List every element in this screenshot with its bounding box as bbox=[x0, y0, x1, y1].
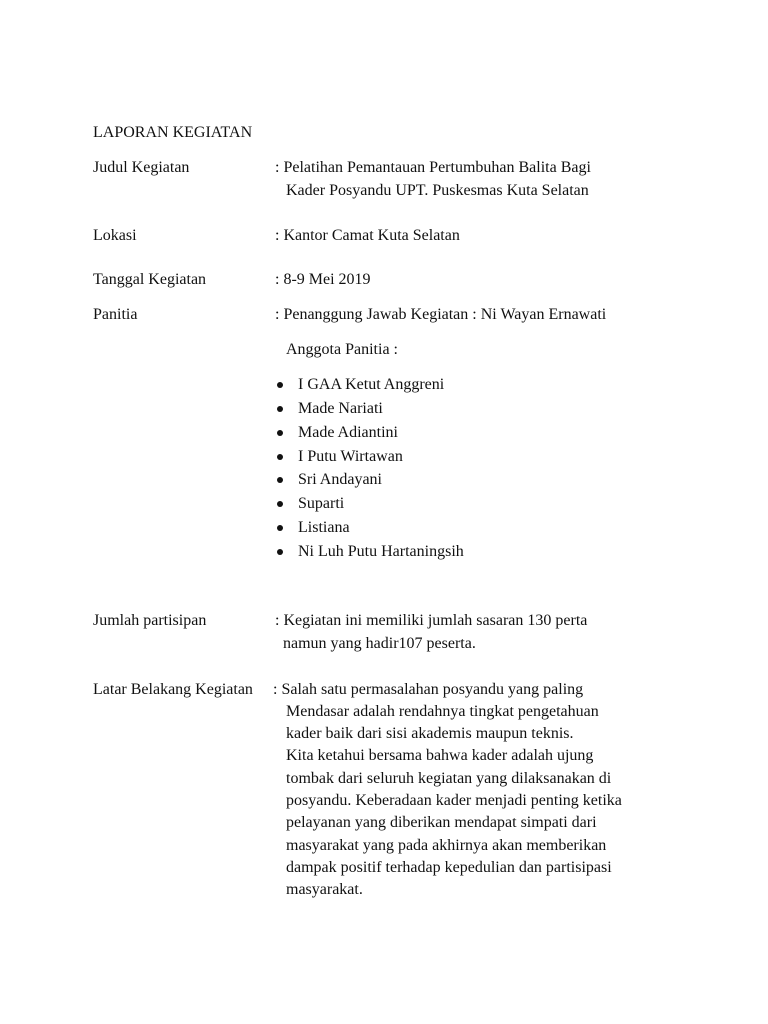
bullet-icon bbox=[277, 430, 283, 436]
lokasi-value: : Kantor Camat Kuta Selatan bbox=[275, 227, 460, 244]
judul-value-line2: Kader Posyandu UPT. Puskesmas Kuta Selatan bbox=[286, 182, 589, 199]
tanggal-label: Tanggal Kegiatan bbox=[93, 271, 207, 288]
panitia-value: : Penanggung Jawab Kegiatan : Ni Wayan Ernawati bbox=[275, 306, 607, 323]
panitia-label: Panitia bbox=[93, 306, 138, 323]
tanggal-value: : 8-9 Mei 2019 bbox=[275, 271, 371, 288]
list-item: I Putu Wirtawan bbox=[298, 448, 403, 465]
jumlah-label: Jumlah partisipan bbox=[93, 612, 207, 629]
report-title: LAPORAN KEGIATAN bbox=[93, 124, 253, 141]
latar-label: Latar Belakang Kegiatan bbox=[93, 681, 253, 698]
latar-line: kader baik dari sisi akademis maupun teknis. bbox=[286, 725, 574, 742]
latar-line: Kita ketahui bersama bahwa kader adalah ujung bbox=[286, 747, 594, 764]
latar-line: posyandu. Keberadaan kader menjadi penting ketika bbox=[286, 792, 622, 809]
list-item: Suparti bbox=[298, 495, 345, 512]
bullet-icon bbox=[277, 382, 283, 388]
bullet-icon bbox=[277, 406, 283, 412]
latar-line: dampak positif terhadap kepedulian dan partisipasi bbox=[286, 859, 612, 876]
list-item: I GAA Ketut Anggreni bbox=[298, 376, 445, 393]
jumlah-value-line2: namun yang hadir107 peserta. bbox=[283, 635, 476, 652]
latar-line: pelayanan yang diberikan mendapat simpati dari bbox=[286, 814, 597, 831]
list-item: Listiana bbox=[298, 519, 350, 536]
latar-line: : Salah satu permasalahan posyandu yang paling bbox=[273, 681, 584, 698]
latar-line: tombak dari seluruh kegiatan yang dilaksanakan di bbox=[286, 770, 612, 787]
list-item: Sri Andayani bbox=[298, 471, 382, 488]
bullet-icon bbox=[277, 501, 283, 507]
latar-line: masyarakat. bbox=[286, 881, 363, 898]
bullet-icon bbox=[277, 477, 283, 483]
list-item: Made Nariati bbox=[298, 400, 383, 417]
bullet-icon bbox=[277, 454, 283, 460]
jumlah-value-line1: : Kegiatan ini memiliki jumlah sasaran 130 perta bbox=[275, 612, 588, 629]
latar-line: Mendasar adalah rendahnya tingkat pengetahuan bbox=[286, 703, 599, 720]
bullet-icon bbox=[277, 549, 283, 555]
latar-line: masyarakat yang pada akhirnya akan memberikan bbox=[286, 837, 607, 854]
list-item: Ni Luh Putu Hartaningsih bbox=[298, 543, 464, 560]
lokasi-label: Lokasi bbox=[93, 227, 137, 244]
judul-label: Judul Kegiatan bbox=[93, 159, 190, 176]
anggota-label: Anggota Panitia : bbox=[286, 341, 398, 358]
judul-value-line1: : Pelatihan Pemantauan Pertumbuhan Balita Bagi bbox=[275, 159, 591, 176]
bullet-icon bbox=[277, 525, 283, 531]
list-item: Made Adiantini bbox=[298, 424, 398, 441]
